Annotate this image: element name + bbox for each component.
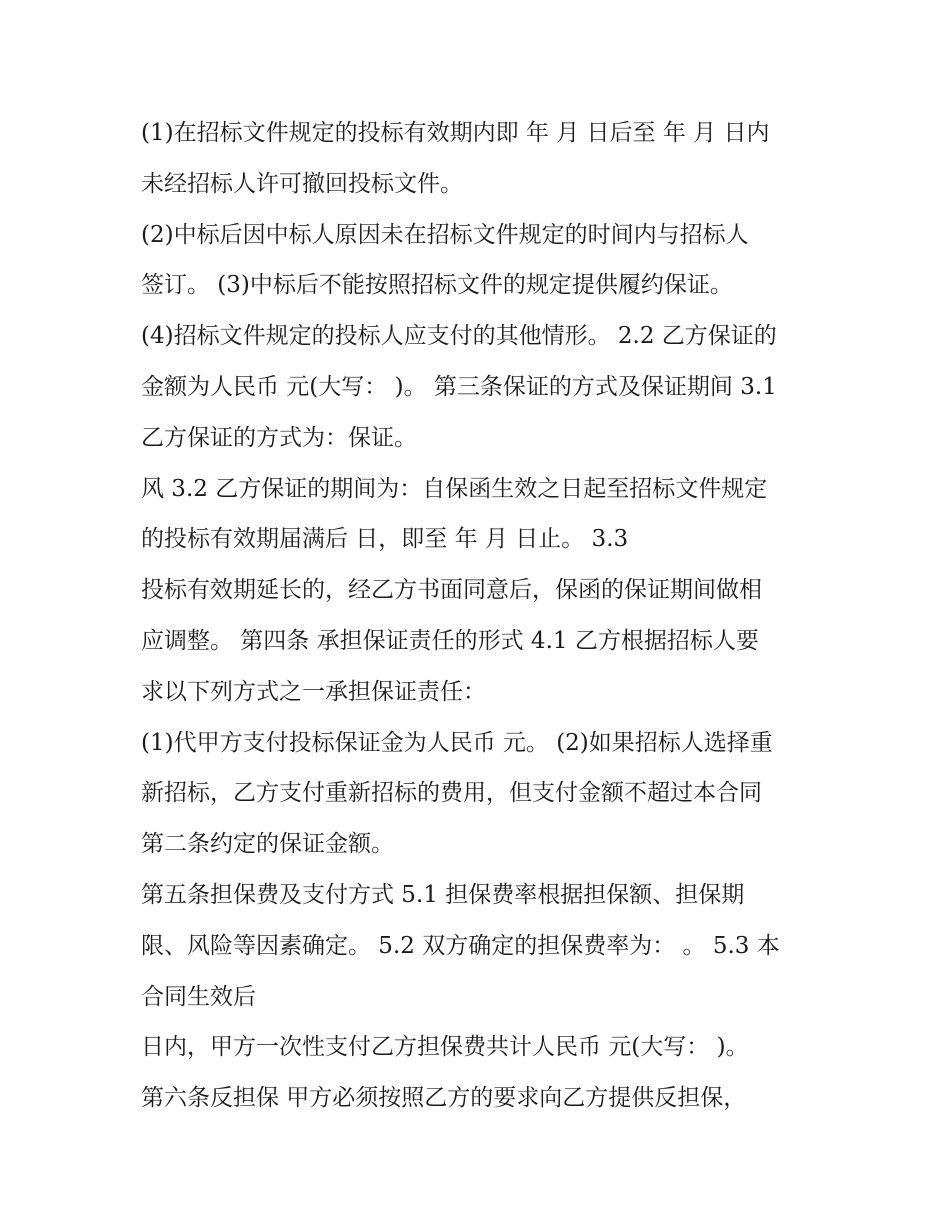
text-line: 风 3.2 乙方保证的期间为：自保函生效之日起至招标文件规定 [141,475,768,502]
text-line: 合同生效后 [141,983,256,1010]
text-line: 应调整。 第四条 承担保证责任的形式 4.1 乙方根据招标人要 [141,627,759,654]
text-line: (2)中标后因中标人原因未在招标文件规定的时间内与招标人 [141,221,749,248]
text-line: (4)招标文件规定的投标人应支付的其他情形。 2.2 乙方保证的 [141,323,777,350]
text-line: 金额为人民币 元(大写： )。 第三条保证的方式及保证期间 3.1 [141,373,777,400]
text-line: 未经招标人许可撤回投标文件。 [141,170,463,197]
text-line: (1)在招标文件规定的投标有效期内即 年 月 日后至 年 月 日内 [141,120,770,146]
text-line: 第六条反担保 甲方必须按照乙方的要求向乙方提供反担保， [141,1085,747,1112]
text-line: 第二条约定的保证金额。 [141,831,394,858]
text-line: 乙方保证的方式为：保证。 [141,424,417,451]
text-line: 投标有效期延长的，经乙方书面同意后，保函的保证期间做相 [141,577,762,604]
document-body [141,108,821,1124]
text-line: 签订。 (3)中标后不能按照招标文件的规定提供履约保证。 [141,272,733,299]
text-line: 求以下列方式之一承担保证责任： [141,678,486,705]
text-line: 限、风险等因素确定。 5.2 双方确定的担保费率为： 。 5.3 本 [141,932,780,959]
text-line: 第五条担保费及支付方式 5.1 担保费率根据担保额、担保期 [141,881,745,908]
text-line: 的投标有效期届满后 日，即至 年 月 日止。 3.3 [141,526,629,553]
text-line: (1)代甲方支付投标保证金为人民币 元。 (2)如果招标人选择重 [141,729,773,756]
text-line: 日内，甲方一次性支付乙方担保费共计人民币 元(大写： )。 [141,1034,749,1061]
text-line: 新招标，乙方支付重新招标的费用，但支付金额不超过本合同 [141,780,762,807]
